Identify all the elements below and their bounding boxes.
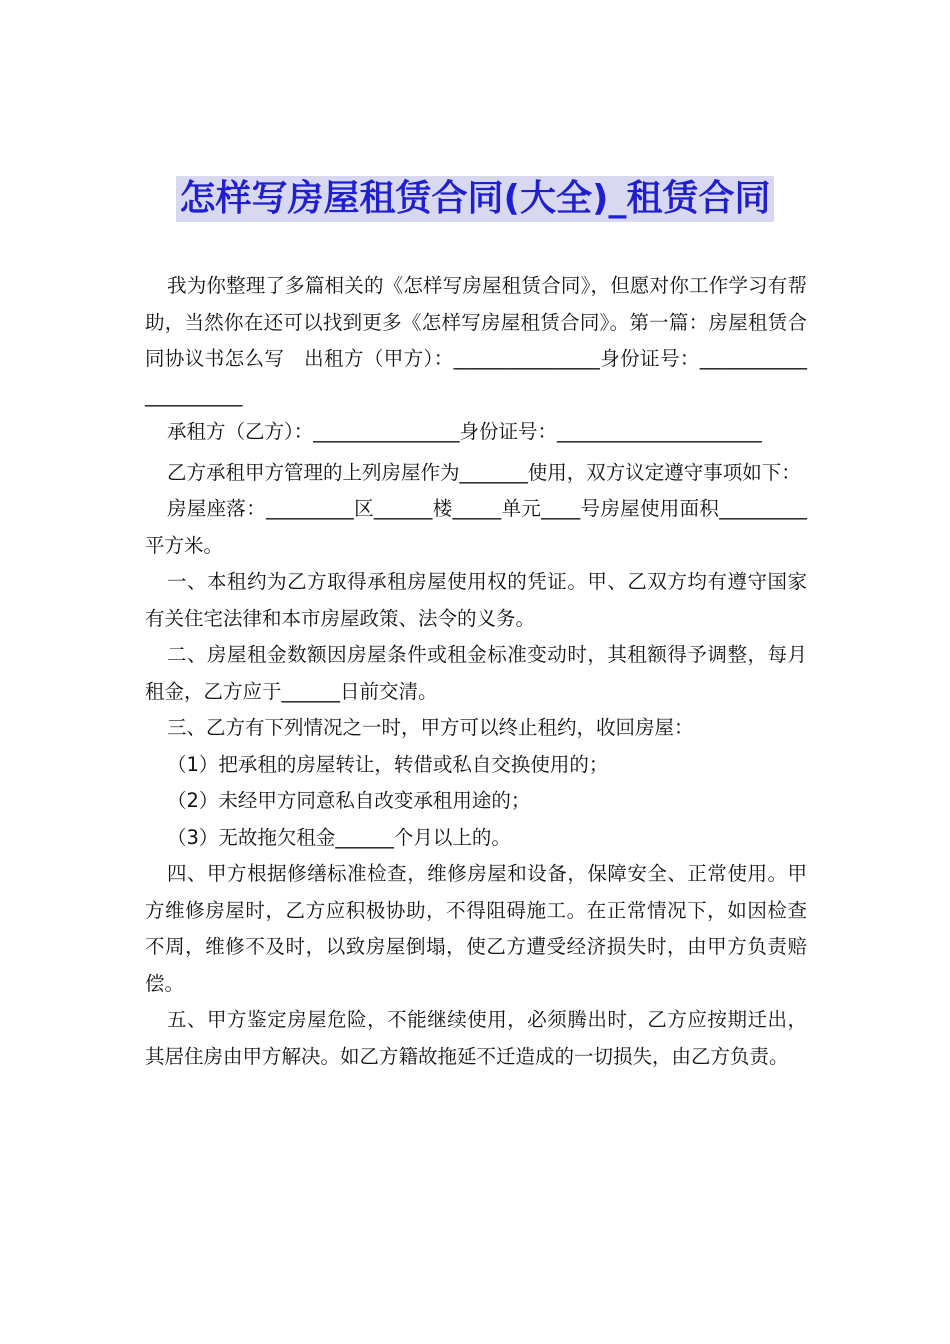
paragraph-clause-3: 三、乙方有下列情况之一时，甲方可以终止租约，收回房屋： [167,716,694,739]
paragraph-clause-1: 一、本租约为乙方取得承租房屋使用权的凭证。甲、乙双方均有遵守国家有关住宅法律和本市房屋政策、法令的义务。 [145,570,807,630]
paragraph-lessee: 承租方（乙方）：_______________身份证号：_____________________ [167,420,762,443]
title-container [0,176,950,222]
paragraph-clause-3-item-3: （3）无故拖欠租金______个月以上的。 [167,825,511,849]
paragraph-clause-2: 二、房屋租金数额因房屋条件或租金标准变动时，其租额得予调整，每月租金，乙方应于______日前交清。 [145,643,807,703]
paragraph-intro: 我为你整理了多篇相关的《怎样写房屋租赁合同》，但愿对你工作学习有帮助，当然你在还可以找到更多《怎样写房屋租赁合同》。第一篇：房屋租赁合同协议书怎么写 出租方（甲方）：_______________身份证号：_____________________ [145,274,807,407]
paragraph-clause-5: 五、甲方鉴定房屋危险，不能继续使用，必须腾出时，乙方应按期迁出，其居住房由甲方解决。如乙方籍故拖延不迁造成的一切损失，由乙方负责。 [145,1008,807,1068]
paragraph-clause-3-item-1: （1）把承租的房屋转让，转借或私自交换使用的； [167,752,609,776]
document-title: 怎样写房屋租赁合同(大全)_租赁合同 [176,176,775,222]
paragraph-location: 房屋座落：_________区______楼_____单元____号房屋使用面积_________平方米。 [145,497,807,557]
paragraph-clause-3-item-2: （2）未经甲方同意私自改变承租用途的； [167,789,531,812]
paragraph-clause-4: 四、甲方根据修缮标准检查，维修房屋和设备，保障安全、正常使用。甲方维修房屋时，乙方应积极协助，不得阻碍施工。在正常情况下，如因检查不周，维修不及时，以致房屋倒塌，使乙方遭受经济损失时，由甲方负责赔偿。 [145,862,807,995]
document-body [145,268,807,1075]
paragraph-usage: 乙方承租甲方管理的上列房屋作为_______使用，双方议定遵守事项如下： [167,460,801,484]
